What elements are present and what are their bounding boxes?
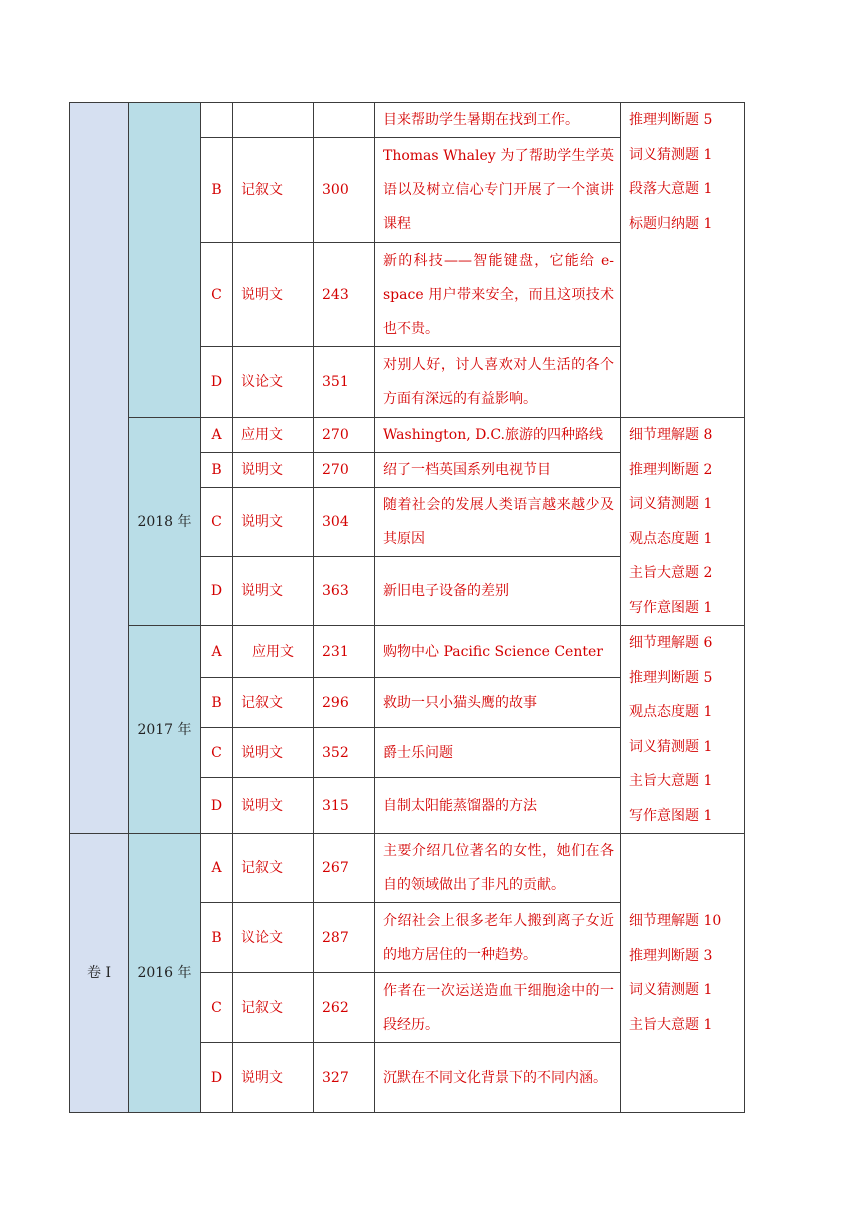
passage-letter: D xyxy=(201,778,233,834)
year-label: 2017 年 xyxy=(129,626,201,834)
passage-letter xyxy=(201,103,233,138)
summary-cell: 作者在一次运送造血干细胞途中的一段经历。 xyxy=(375,973,621,1043)
word-count-cell: 270 xyxy=(314,418,375,453)
juan-cell-blank xyxy=(70,103,129,834)
question-type: 词义猜测题 1 xyxy=(629,982,713,998)
word-count-cell: 315 xyxy=(314,778,375,834)
summary-cell: 沉默在不同文化背景下的不同内涵。 xyxy=(375,1043,621,1113)
word-count-cell: 287 xyxy=(314,903,375,973)
genre-cell: 说明文 xyxy=(233,1043,314,1113)
genre-cell: 记叙文 xyxy=(233,678,314,728)
question-type: 主旨大意题 1 xyxy=(629,1016,713,1033)
question-type: 细节理解题 8 xyxy=(629,427,713,443)
summary-cell: 爵士乐问题 xyxy=(375,728,621,778)
question-type: 写作意图题 1 xyxy=(629,807,713,824)
question-type: 段落大意题 1 xyxy=(629,181,713,197)
question-types-cell xyxy=(621,418,745,626)
word-count-cell: 231 xyxy=(314,626,375,678)
question-type: 推理判断题 5 xyxy=(629,669,713,686)
genre-cell: 说明文 xyxy=(233,243,314,347)
summary-cell: 救助一只小猫头鹰的故事 xyxy=(375,678,621,728)
genre-cell xyxy=(233,103,314,138)
question-type: 推理判断题 5 xyxy=(629,112,713,128)
question-types-cell xyxy=(621,103,745,418)
word-count-cell: 304 xyxy=(314,488,375,557)
genre-cell: 说明文 xyxy=(233,453,314,488)
exam-analysis-table xyxy=(69,102,745,1113)
word-count-cell: 243 xyxy=(314,243,375,347)
question-type: 观点态度题 1 xyxy=(629,704,713,720)
genre-cell: 说明文 xyxy=(233,557,314,626)
summary-cell: Washington, D.C.旅游的四种路线 xyxy=(375,418,621,453)
question-type: 推理判断题 3 xyxy=(629,947,713,964)
word-count-cell: 270 xyxy=(314,453,375,488)
year-label: 2018 年 xyxy=(129,418,201,626)
genre-cell: 说明文 xyxy=(233,728,314,778)
question-type: 观点态度题 1 xyxy=(629,530,713,547)
passage-letter: B xyxy=(201,678,233,728)
passage-letter: D xyxy=(201,347,233,418)
question-type: 主旨大意题 1 xyxy=(629,773,713,789)
word-count-cell: 262 xyxy=(314,973,375,1043)
word-count-cell: 267 xyxy=(314,834,375,903)
year-cell-blank xyxy=(129,103,201,418)
juan-label: 卷 I xyxy=(70,834,129,1113)
word-count-cell: 300 xyxy=(314,138,375,243)
summary-cell: 自制太阳能蒸馏器的方法 xyxy=(375,778,621,834)
question-type: 主旨大意题 2 xyxy=(629,565,713,581)
genre-cell: 议论文 xyxy=(233,347,314,418)
summary-cell: 主要介绍几位著名的女性，她们在各自的领域做出了非凡的贡献。 xyxy=(375,834,621,903)
genre-cell: 记叙文 xyxy=(233,138,314,243)
summary-cell: 介绍社会上很多老年人搬到离子女近的地方居住的一种趋势。 xyxy=(375,903,621,973)
passage-letter: B xyxy=(201,138,233,243)
summary-cell: Thomas Whaley 为了帮助学生学英语以及树立信心专门开展了一个演讲课程 xyxy=(375,138,621,243)
passage-letter: A xyxy=(201,626,233,678)
question-type: 细节理解题 10 xyxy=(629,913,722,929)
passage-letter: C xyxy=(201,973,233,1043)
question-type: 词义猜测题 1 xyxy=(629,738,713,755)
passage-letter: C xyxy=(201,728,233,778)
genre-cell: 说明文 xyxy=(233,488,314,557)
table-row xyxy=(70,626,745,678)
summary-cell: 目来帮助学生暑期在找到工作。 xyxy=(375,103,621,138)
year-label: 2016 年 xyxy=(129,834,201,1113)
question-type: 细节理解题 6 xyxy=(629,635,713,651)
genre-cell: 说明文 xyxy=(233,778,314,834)
word-count-cell xyxy=(314,103,375,138)
table-row xyxy=(70,834,745,903)
question-type: 标题归纳题 1 xyxy=(629,215,713,232)
genre-cell: 记叙文 xyxy=(233,834,314,903)
summary-cell: 购物中心 Pacific Science Center xyxy=(375,626,621,678)
question-type: 词义猜测题 1 xyxy=(629,146,713,163)
genre-cell: 应用文 xyxy=(233,418,314,453)
passage-letter: D xyxy=(201,1043,233,1113)
question-type: 推理判断题 2 xyxy=(629,461,713,478)
passage-letter: A xyxy=(201,418,233,453)
table-row xyxy=(70,103,745,138)
question-type: 写作意图题 1 xyxy=(629,599,713,616)
genre-cell: 应用文 xyxy=(233,626,314,678)
question-types-cell xyxy=(621,834,745,1113)
passage-letter: B xyxy=(201,453,233,488)
word-count-cell: 327 xyxy=(314,1043,375,1113)
passage-letter: A xyxy=(201,834,233,903)
word-count-cell: 363 xyxy=(314,557,375,626)
question-types-cell xyxy=(621,626,745,834)
word-count-cell: 296 xyxy=(314,678,375,728)
passage-letter: B xyxy=(201,903,233,973)
summary-cell: 新旧电子设备的差别 xyxy=(375,557,621,626)
question-type: 词义猜测题 1 xyxy=(629,496,713,512)
summary-cell: 对别人好，讨人喜欢对人生活的各个方面有深远的有益影响。 xyxy=(375,347,621,418)
passage-letter: D xyxy=(201,557,233,626)
genre-cell: 记叙文 xyxy=(233,973,314,1043)
table-row xyxy=(70,418,745,453)
summary-cell: 随着社会的发展人类语言越来越少及其原因 xyxy=(375,488,621,557)
word-count-cell: 351 xyxy=(314,347,375,418)
genre-cell: 议论文 xyxy=(233,903,314,973)
passage-letter: C xyxy=(201,488,233,557)
passage-letter: C xyxy=(201,243,233,347)
word-count-cell: 352 xyxy=(314,728,375,778)
summary-cell: 新的科技——智能键盘，它能给 e-space 用户带来安全，而且这项技术也不贵。 xyxy=(375,243,621,347)
summary-cell: 绍了一档英国系列电视节目 xyxy=(375,453,621,488)
